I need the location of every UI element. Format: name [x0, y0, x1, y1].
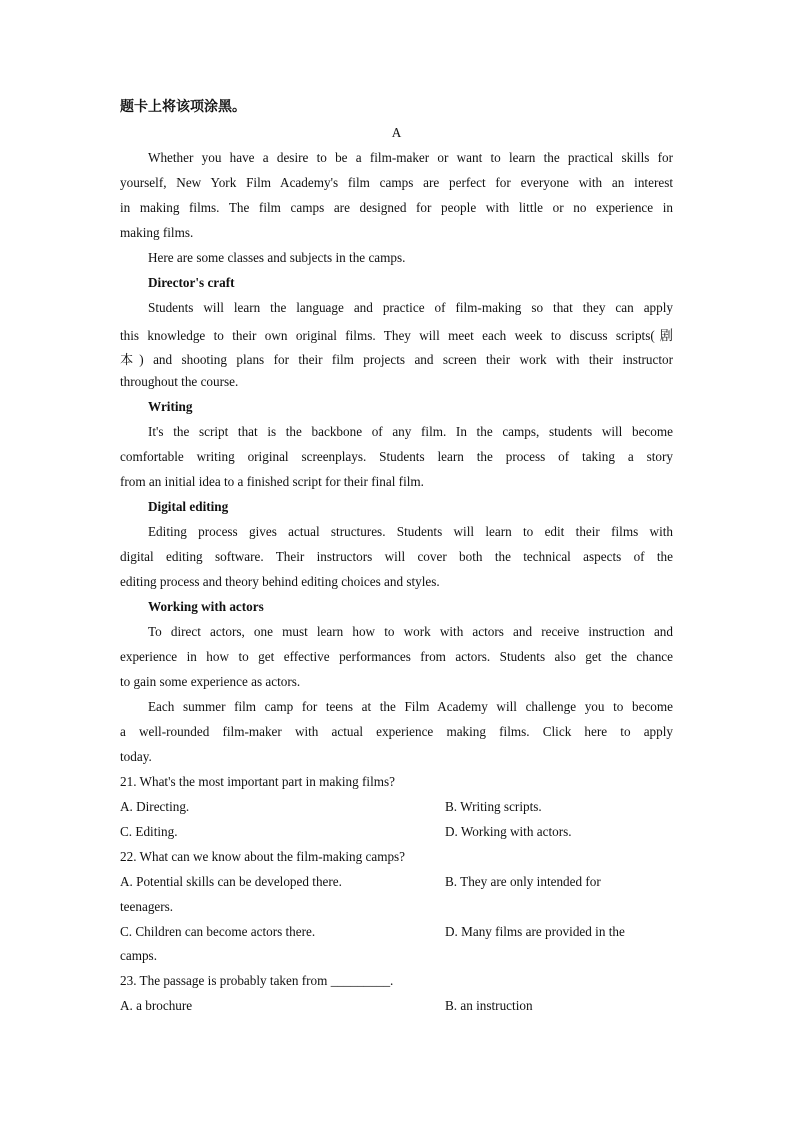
section-heading: Digital editing	[148, 499, 229, 514]
text-line: Whether you have a desire to be a film-maker or want to learn the practical skills for	[148, 150, 673, 165]
option-a: A. a brochure	[120, 998, 193, 1013]
text-line: from an initial idea to a finished script for their final film.	[120, 474, 424, 489]
text-line: Each summer film camp for teens at the Film Academy will challenge you to become	[148, 699, 673, 714]
text-line: To direct actors, one must learn how to work with actors and receive instruction and	[148, 624, 673, 639]
question-stem: 23. The passage is probably taken from _________.	[120, 973, 394, 988]
option-c: C. Children can become actors there.	[120, 924, 316, 939]
text-line: digital editing software. Their instructors will cover both the technical aspects of the	[120, 549, 673, 564]
option-b: B. Writing scripts.	[445, 799, 542, 814]
text-line: in making films. The film camps are designed for people with little or no experience in	[120, 200, 673, 215]
instruction-tail: 题卡上将该项涂黑。	[120, 99, 246, 115]
text-line: experience in how to get effective performances from actors. Students also get the chance	[120, 649, 673, 664]
option-d-continued: camps.	[120, 948, 157, 963]
text-line: comfortable writing original screenplays. Students learn the process of taking a story	[120, 449, 673, 464]
text-line: making films.	[120, 225, 194, 240]
option-b: B. They are only intended for	[445, 874, 601, 889]
text-line: Students will learn the language and practice of film-making so that they can apply	[148, 300, 673, 315]
text-line: 本) and shooting plans for their film projects and screen their work with their instructor	[120, 352, 673, 367]
text-line: Editing process gives actual structures. Students will learn to edit their films with	[148, 524, 673, 539]
section-heading: Working with actors	[148, 599, 264, 614]
option-b-continued: teenagers.	[120, 899, 174, 914]
option-b: B. an instruction	[445, 998, 533, 1013]
text-line: throughout the course.	[120, 374, 239, 389]
text-line: today.	[120, 749, 152, 764]
option-a: A. Directing.	[120, 799, 190, 814]
intro-line: Here are some classes and subjects in the camps.	[148, 250, 406, 265]
section-label: A	[391, 125, 402, 140]
option-d: D. Many films are provided in the	[445, 924, 625, 939]
option-c: C. Editing.	[120, 824, 178, 839]
option-d: D. Working with actors.	[445, 824, 572, 839]
question-stem: 22. What can we know about the film-making camps?	[120, 849, 406, 864]
text-line: this knowledge to their own original films. They will meet each week to discuss scripts(剧	[120, 328, 673, 343]
option-a: A. Potential skills can be developed there.	[120, 874, 342, 889]
text-line: yourself, New York Film Academy's film camps are perfect for everyone with an interest	[120, 175, 673, 190]
section-heading: Director's craft	[148, 275, 235, 290]
text-line: editing process and theory behind editing choices and styles.	[120, 574, 440, 589]
text-line: to gain some experience as actors.	[120, 674, 301, 689]
text-line: It's the script that is the backbone of any film. In the camps, students will become	[148, 424, 673, 439]
question-stem: 21. What's the most important part in making films?	[120, 774, 395, 789]
section-heading: Writing	[148, 399, 193, 414]
text-line: a well-rounded film-maker with actual experience making films. Click here to apply	[120, 724, 673, 739]
